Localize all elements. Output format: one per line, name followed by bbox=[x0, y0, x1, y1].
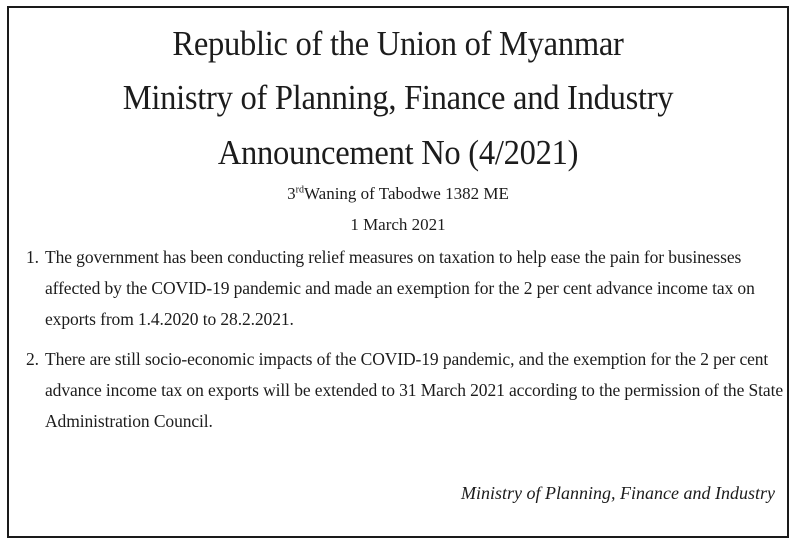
paragraph-2 bbox=[26, 344, 786, 437]
paragraph-text: The government has been conducting relief measures on taxation to help ease the pain for businesses affected by the COVID-19 pandemic and made an exemption for the 2 per cent advance income tax on exports from 1.4.2020 to 28.2.2021. bbox=[45, 247, 755, 329]
lunar-date-day: 3 bbox=[287, 184, 296, 203]
signature: Ministry of Planning, Finance and Industry bbox=[461, 483, 775, 503]
ministry-title: Ministry of Planning, Finance and Industry bbox=[122, 78, 674, 117]
paragraph-text: There are still socio-economic impacts of the COVID-19 pandemic, and the exemption for the 2 per cent advance income tax on exports will be extended to 31 March 2021 according to the permission of the State Administration Council. bbox=[45, 349, 783, 431]
announcement-frame bbox=[7, 6, 789, 538]
country-title: Republic of the Union of Myanmar bbox=[172, 24, 624, 63]
lunar-date-suffix: rd bbox=[295, 184, 304, 196]
announcement-number: Announcement No (4/2021) bbox=[217, 133, 579, 172]
paragraph-number: 1. bbox=[26, 247, 39, 267]
gregorian-date: 1 March 2021 bbox=[350, 215, 446, 234]
lunar-date bbox=[9, 184, 787, 204]
paragraph-1 bbox=[26, 242, 786, 335]
lunar-date-rest: Waning of Tabodwe 1382 ME bbox=[303, 184, 509, 203]
paragraph-number: 2. bbox=[26, 349, 39, 369]
